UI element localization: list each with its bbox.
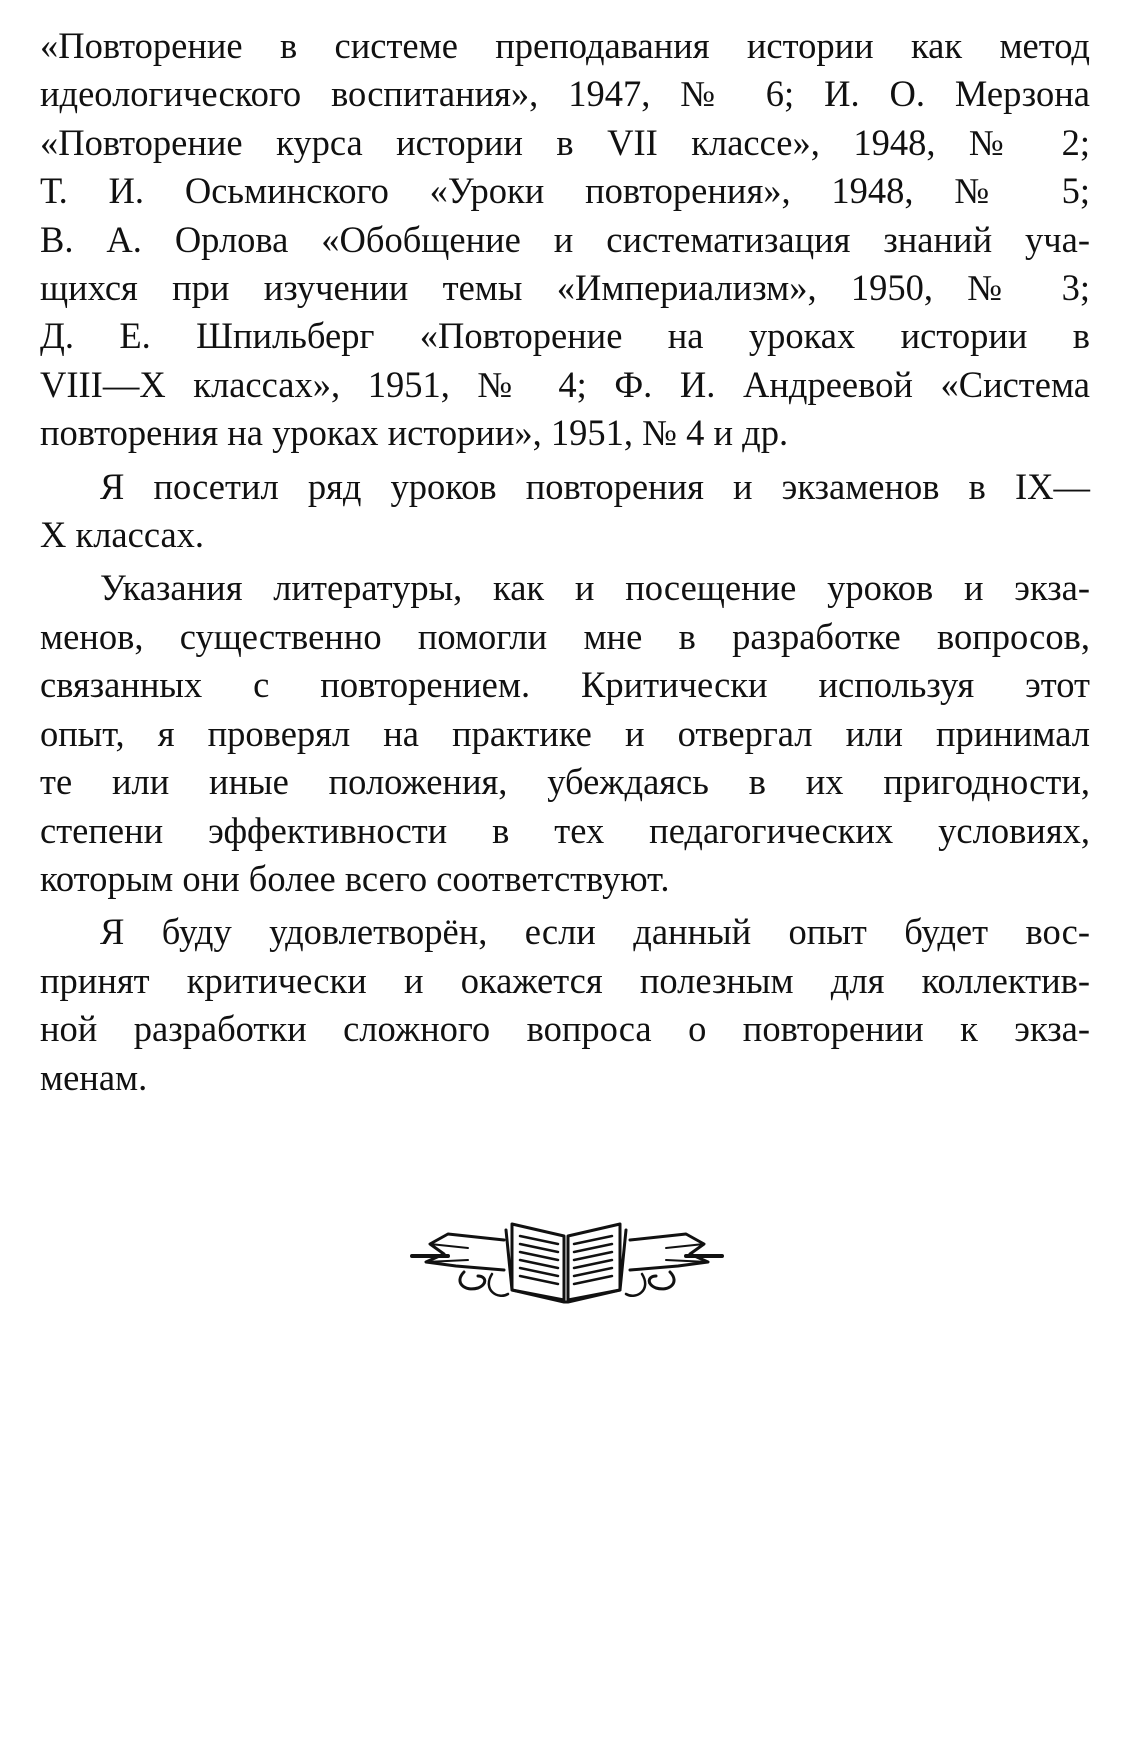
text-line: менов, существенно помогли мне в разработке вопросов, xyxy=(40,615,1090,657)
text-line: степени эффективности в тех педагогических условиях, xyxy=(40,809,1090,851)
text-line: VIII—X классах», 1951, № 4; Ф. И. Андреевой «Система xyxy=(40,363,1090,405)
text-line: идеологического воспитания», 1947, № 6; И. О. Мерзона xyxy=(40,73,1090,115)
text-line: которым они более всего соответствуют. xyxy=(40,857,670,899)
text-line: опыт, я проверял на практике и отвергал или принимал xyxy=(40,712,1090,754)
text-line: менам. xyxy=(40,1056,148,1098)
text-line: Т. И. Осьминского «Уроки повторения», 1948, № 5; xyxy=(40,170,1090,212)
open-book-ornament-icon xyxy=(408,1210,726,1306)
text-line: Д. Е. Шпильберг «Повторение на уроках истории в xyxy=(40,315,1090,357)
text-line: принят критически и окажется полезным для коллектив- xyxy=(40,959,1090,1001)
text-line: «Повторение курса истории в VII классе», 1948, № 2; xyxy=(40,121,1090,163)
text-line: Я буду удовлетворён, если данный опыт будет вос- xyxy=(100,911,1090,953)
text-line: ной разработки сложного вопроса о повторении к экза- xyxy=(40,1008,1090,1050)
page-text xyxy=(40,22,1090,1107)
paragraph-conclusion xyxy=(40,908,1090,1102)
text-line: X классах. xyxy=(40,514,205,556)
text-line: повторения на уроках истории», 1951, № 4 и др. xyxy=(40,412,789,454)
text-line: щихся при изучении темы «Империализм», 1950, № 3; xyxy=(40,267,1090,309)
text-line: те или иные положения, убеждаясь в их пригодности, xyxy=(40,761,1090,803)
text-line: Указания литературы, как и посещение уроков и экза- xyxy=(100,567,1090,609)
text-line: В. А. Орлова «Обобщение и систематизация знаний уча- xyxy=(40,218,1090,260)
paragraph-literature xyxy=(40,564,1090,903)
text-line: связанных с повторением. Критически используя этот xyxy=(40,664,1090,706)
text-line: Я посетил ряд уроков повторения и экзаменов в IX— xyxy=(100,465,1090,507)
paragraph-references xyxy=(40,22,1090,458)
paragraph-visits xyxy=(40,463,1090,560)
text-line: «Повторение в системе преподавания истории как метод xyxy=(40,25,1090,66)
